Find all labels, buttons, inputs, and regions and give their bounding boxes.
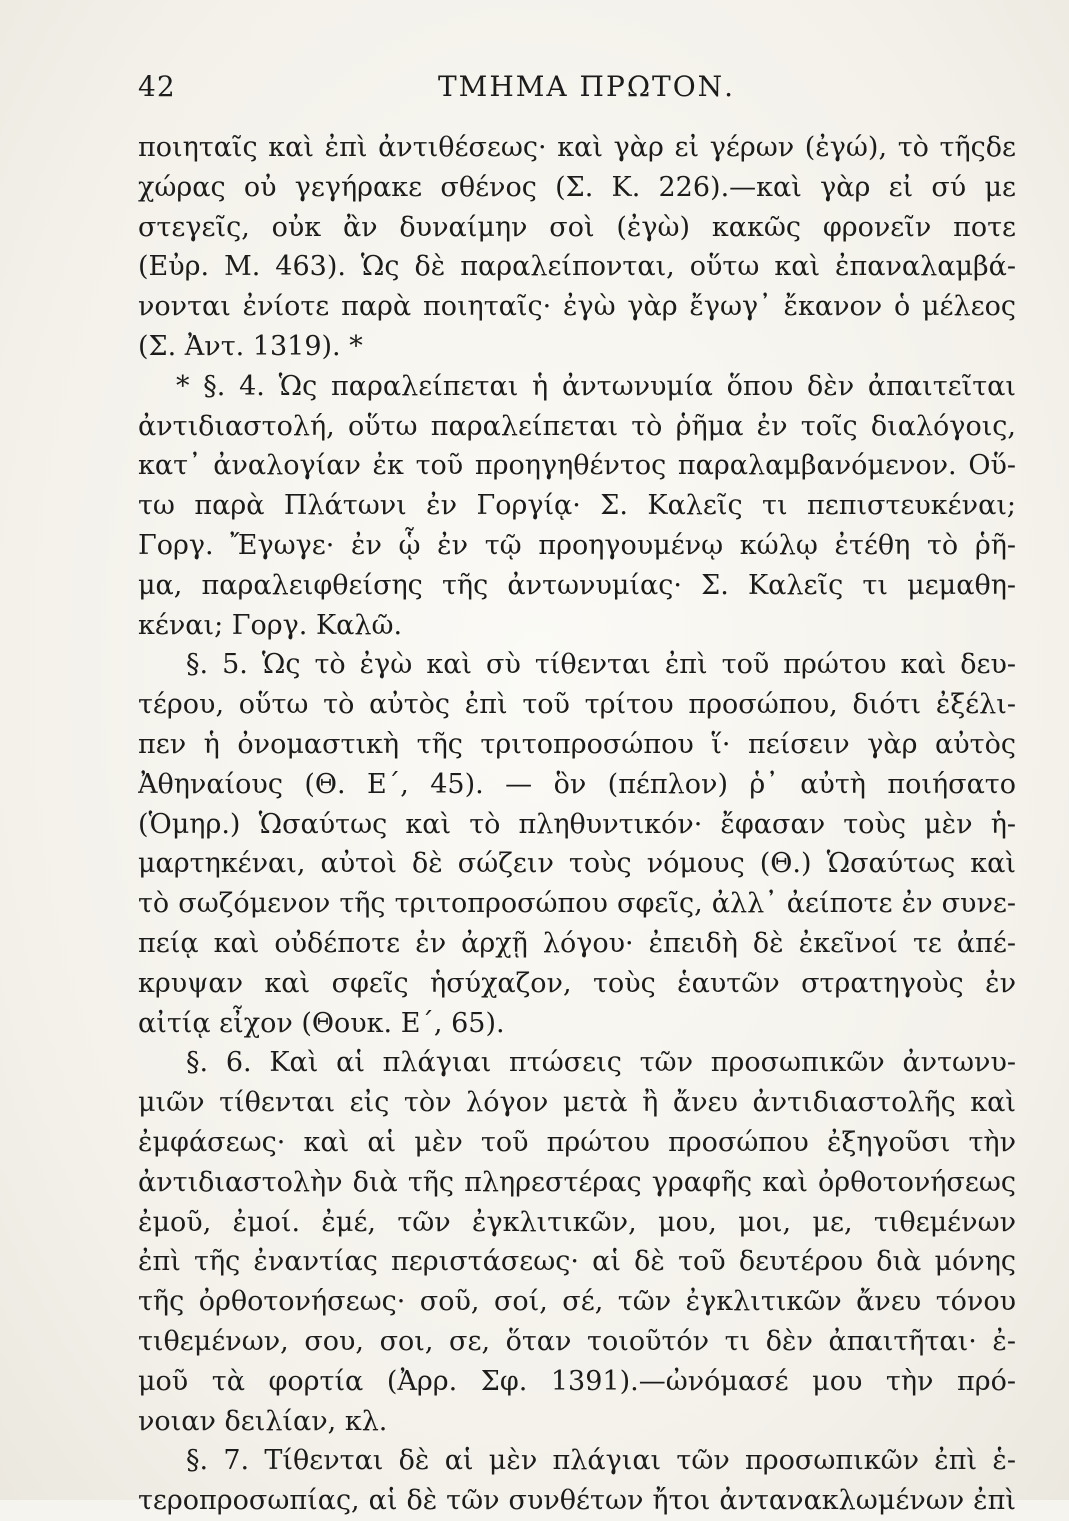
text-line: νονται ἐνίοτε παρὰ ποιηταῖς· ἐγὼ γὰρ ἔγωγ᾽ ἔκανον ὁ μέλεος bbox=[138, 291, 1016, 323]
text-line: Γοργ. Ἔγωγε· ἐν ᾧ ἐν τῷ προηγουμένῳ κώλῳ ἐτέθη τὸ ῥῆ- bbox=[138, 529, 1016, 561]
text-line: μιῶν τίθενται εἰς τὸν λόγον μετὰ ἢ ἄνευ ἀντιδιαστολῆς καὶ bbox=[138, 1087, 1016, 1119]
text-line: μαρτηκέναι, αὐτοὶ δὲ σώζειν τοὺς νόμους (Θ.) Ὡσαύτως καὶ bbox=[138, 848, 1016, 880]
text-line: κατ᾽ ἀναλογίαν ἐκ τοῦ προηγηθέντος παραλαμβανόμενον. Οὕ- bbox=[138, 450, 1016, 482]
section-7-start: §. 7. Τίθενται δὲ αἱ μὲν πλάγιαι τῶν προσωπικῶν ἐπὶ ἑ- bbox=[186, 1445, 1016, 1477]
text-line: πείᾳ καὶ οὐδέποτε ἐν ἀρχῇ λόγου· ἐπειδὴ δὲ ἐκεῖνοί τε ἀπέ- bbox=[138, 927, 1016, 959]
running-head: ΤΜΗΜΑ ΠΡΩΤΟΝ. bbox=[438, 70, 736, 103]
text-line: ἐμοῦ, ἐμοί. ἐμέ, τῶν ἐγκλιτικῶν, μου, μοι, με, τιθεμένων bbox=[138, 1206, 1016, 1238]
text-line: πεν ἡ ὀνομαστικὴ τῆς τριτοπροσώπου ἵ· πείσειν γὰρ αὐτὸς bbox=[138, 728, 1016, 760]
text-line: τω παρὰ Πλάτωνι ἐν Γοργίᾳ· Σ. Καλεῖς τι πεπιστευκέναι; bbox=[138, 490, 1016, 522]
text-line: κέναι; Γοργ. Καλῶ. bbox=[138, 609, 403, 641]
text-line: νοιαν δειλίαν, κλ. bbox=[138, 1405, 388, 1437]
section-5-start: §. 5. Ὡς τὸ ἐγὼ καὶ σὺ τίθενται ἐπὶ τοῦ πρώτου καὶ δευ- bbox=[186, 649, 1016, 681]
section-6-start: §. 6. Καὶ αἱ πλάγιαι πτώσεις τῶν προσωπικῶν ἀντωνυ- bbox=[186, 1047, 1016, 1079]
page-number: 42 bbox=[138, 70, 176, 103]
text-line: ἐμφάσεως· καὶ αἱ μὲν τοῦ πρώτου προσώπου ἐξηγοῦσι τὴν bbox=[138, 1126, 1016, 1158]
text-line: Ἀθηναίους (Θ. Ε΄, 45). — ὃν (πέπλον) ῥ᾽ αὐτὴ ποιήσατο bbox=[138, 768, 1016, 800]
text-line: τιθεμένων, σου, σοι, σε, ὅταν τοιοῦτόν τι δὲν ἀπαιτῆται· ἐ- bbox=[138, 1325, 1016, 1357]
text-line: (Εὐρ. Μ. 463). Ὡς δὲ παραλείπονται, οὕτω καὶ ἐπαναλαμβά- bbox=[138, 251, 1016, 283]
text-line: τὸ σωζόμενον τῆς τριτοπροσώπου σφεῖς, ἀλλ᾽ ἀείποτε ἐν συνε- bbox=[138, 888, 1016, 920]
text-line: στεγεῖς, οὐκ ἂν δυναίμην σοὶ (ἐγὼ) κακῶς φρονεῖν ποτε bbox=[138, 211, 1016, 243]
text-line: (Ὁμηρ.) Ὡσαύτως καὶ τὸ πληθυντικόν· ἔφασαν τοὺς μὲν ἡ- bbox=[138, 808, 1016, 840]
text-line: κρυψαν καὶ σφεῖς ἡσύχαζον, τοὺς ἑαυτῶν στρατηγοὺς ἐν bbox=[138, 967, 1016, 999]
section-4-start: * §. 4. Ὡς παραλείπεται ἡ ἀντωνυμία ὅπου δὲν ἀπαιτεῖται bbox=[176, 370, 1016, 402]
page-header bbox=[138, 70, 1018, 110]
text-line: τῆς ὀρθοτονήσεως· σοῦ, σοί, σέ, τῶν ἐγκλιτικῶν ἄνευ τόνου bbox=[138, 1286, 1016, 1318]
text-line: αἰτίᾳ εἶχον (Θουκ. Ε΄, 65). bbox=[138, 1007, 505, 1039]
text-line: τέρου, οὕτω τὸ αὐτὸς ἐπὶ τοῦ τρίτου προσώπου, διότι ἐξέλι- bbox=[138, 689, 1016, 721]
text-line: μα, παραλειφθείσης τῆς ἀντωνυμίας· Σ. Καλεῖς τι μεμαθη- bbox=[138, 569, 1016, 601]
text-line: ἀντιδιαστολὴν διὰ τῆς πληρεστέρας γραφῆς καὶ ὀρθοτονήσεως bbox=[138, 1166, 1016, 1198]
text-line: ποιηταῖς καὶ ἐπὶ ἀντιθέσεως· καὶ γὰρ εἰ γέρων (ἐγώ), τὸ τῆςδε bbox=[138, 132, 1016, 163]
text-line: μοῦ τὰ φορτία (Ἀρρ. Σφ. 1391).—ὠνόμασέ μου τὴν πρό- bbox=[138, 1365, 1016, 1397]
body-text bbox=[138, 128, 1016, 1521]
text-line: ἐπὶ τῆς ἐναντίας περιστάσεως· αἱ δὲ τοῦ δευτέρου διὰ μόνης bbox=[138, 1246, 1016, 1278]
text-line: ἀντιδιαστολή, οὕτω παραλείπεται τὸ ῥῆμα ἐν τοῖς διαλόγοις, bbox=[138, 410, 1016, 442]
text-line: (Σ. Ἀντ. 1319). * bbox=[138, 330, 363, 362]
text-line: τεροπροσωπίας, αἱ δὲ τῶν συνθέτων ἤτοι ἀντανακλωμένων ἐπὶ bbox=[138, 1485, 1016, 1517]
text-line: χώρας οὐ γεγήρακε σθένος (Σ. Κ. 226).—καὶ γὰρ εἰ σύ με bbox=[138, 171, 1016, 203]
